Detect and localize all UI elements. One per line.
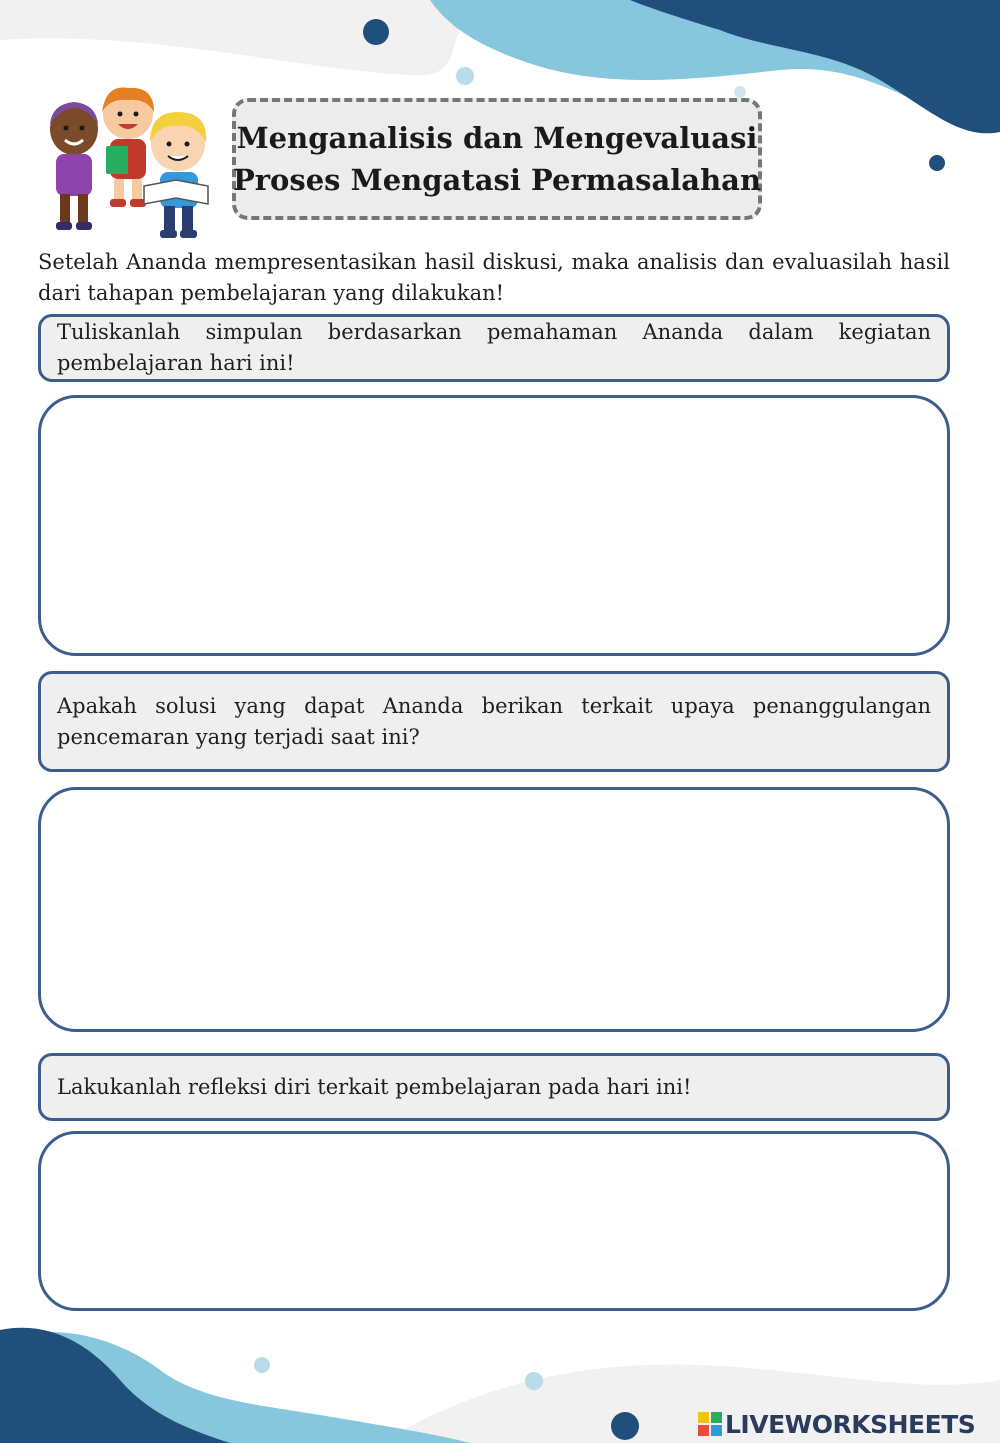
title-box (232, 98, 762, 220)
question-box-3 (38, 1053, 950, 1121)
question-text-2: Apakah solusi yang dapat Ananda berikan terkait upaya penanggulangan pencemaran yang terjadi saat ini? (57, 693, 931, 749)
top-dot-right (929, 155, 945, 171)
kid-left (50, 102, 98, 230)
liveworksheets-logo-text: LIVEWORKSHEETS (725, 1409, 976, 1439)
bottom-dot-2 (525, 1372, 543, 1390)
top-dot-light (456, 67, 474, 85)
kids-illustration (36, 84, 218, 244)
top-dot-navy (363, 19, 389, 45)
bottom-dot-3 (611, 1412, 639, 1440)
top-grey-blob (0, 0, 480, 75)
answer-box-1[interactable] (38, 395, 950, 656)
answer-box-2[interactable] (38, 787, 950, 1032)
title-line-1: Menganalisis dan Mengevaluasi (236, 121, 758, 155)
question-text-3: Lakukanlah refleksi diri terkait pembelajaran pada hari ini! (57, 1074, 692, 1099)
question-box-1 (38, 314, 950, 382)
bottom-dot-1 (254, 1357, 270, 1373)
kid-right (144, 112, 208, 238)
instruction-text: Setelah Ananda mempresentasikan hasil diskusi, maka analisis dan evaluasilah hasil dari tahapan pembelajaran yang dilakukan! (38, 250, 950, 305)
liveworksheets-logo (698, 1404, 975, 1444)
question-box-2 (38, 671, 950, 772)
answer-box-3[interactable] (38, 1131, 950, 1311)
question-text-1: Tuliskanlah simpulan berdasarkan pemahaman Ananda dalam kegiatan pembelajaran hari ini! (57, 320, 931, 375)
top-dot-faint (734, 86, 746, 98)
liveworksheets-logo-icon (698, 1412, 722, 1436)
title-line-2: Proses Mengatasi Permasalahan (232, 163, 762, 197)
